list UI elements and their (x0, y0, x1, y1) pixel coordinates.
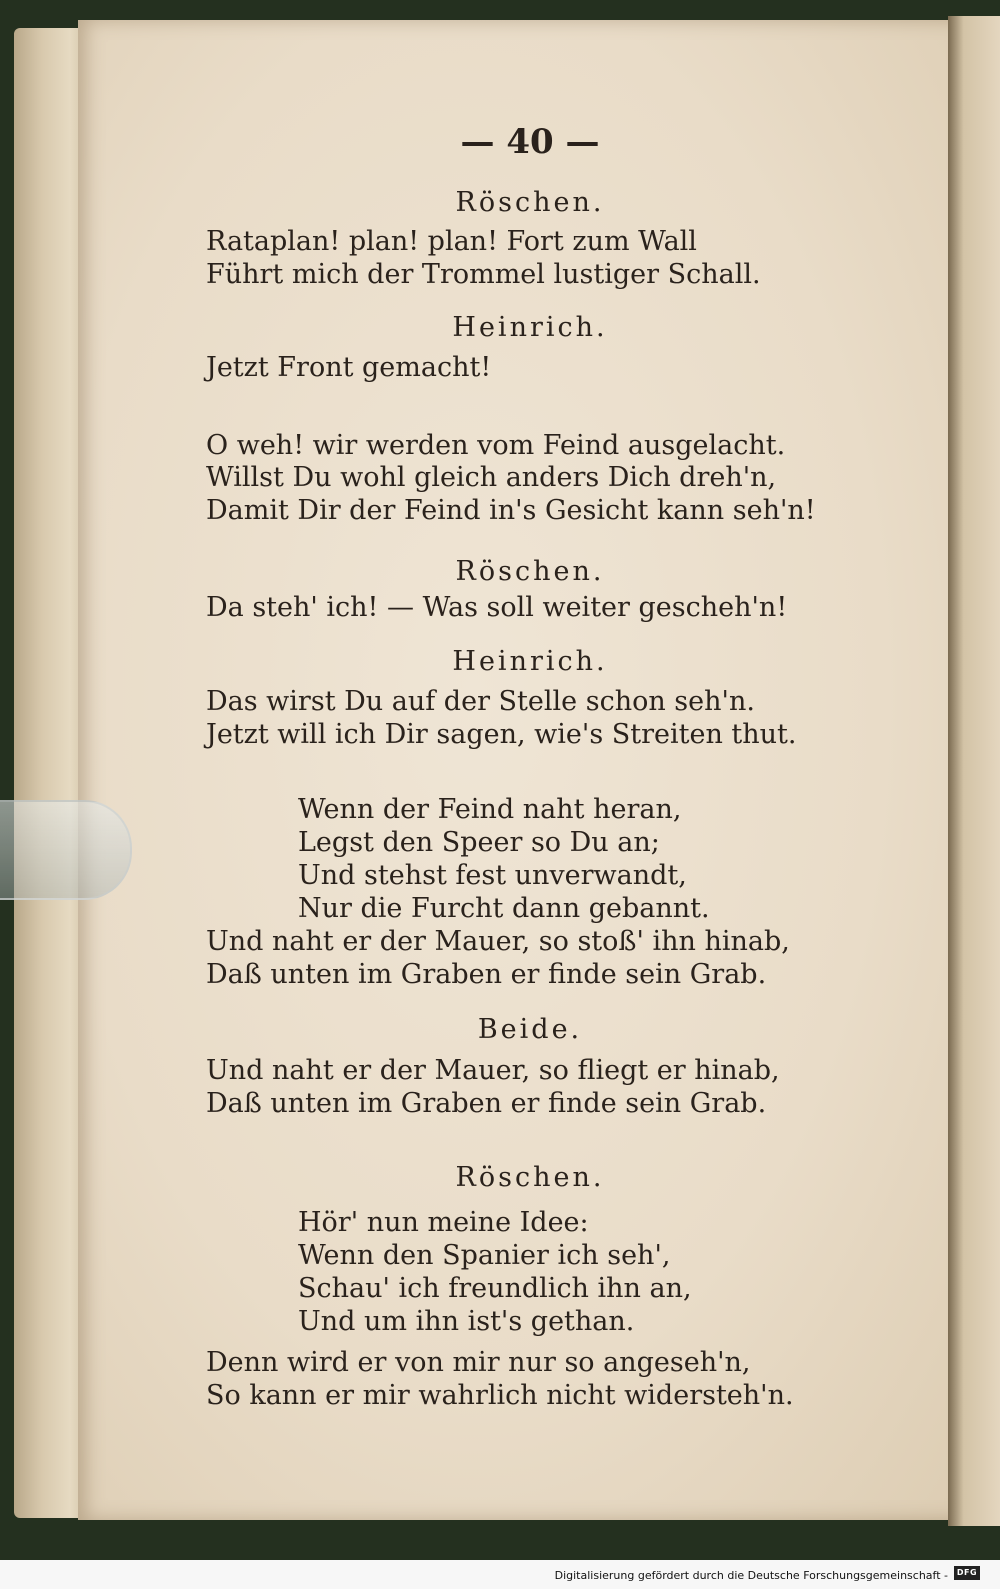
attribution-text: Digitalisierung gefördert durch die Deutsche Forschungsgemeinschaft - (554, 1569, 948, 1582)
verse-line: Willst Du wohl gleich anders Dich dreh'n, (206, 462, 777, 493)
verse-line: Rataplan! plan! plan! Fort zum Wall (206, 226, 697, 257)
verse-line: Und naht er der Mauer, so fliegt er hinab, (206, 1055, 780, 1086)
verse-line: Und naht er der Mauer, so stoß' ihn hinab, (206, 926, 790, 957)
verse-line: Da steh' ich! — Was soll weiter gescheh'n! (206, 592, 788, 623)
verse-line: So kann er mir wahrlich nicht widersteh'n. (206, 1380, 794, 1411)
verse-line: Und stehst fest unverwandt, (298, 860, 687, 891)
speaker-label: Heinrich. (452, 312, 608, 343)
attribution-bar (0, 1560, 1000, 1589)
verse-line: Schau' ich freundlich ihn an, (298, 1273, 692, 1304)
speaker-label: Heinrich. (452, 646, 608, 677)
verse-line: O weh! wir werden vom Feind ausgelacht. (206, 430, 786, 461)
verse-line: Jetzt will ich Dir sagen, wie's Streiten thut. (206, 719, 797, 750)
verse-line: Denn wird er von mir nur so angeseh'n, (206, 1347, 751, 1378)
verse-line: Hör' nun meine Idee: (298, 1207, 589, 1238)
speaker-label: Röschen. (455, 187, 605, 218)
verse-line: Führt mich der Trommel lustiger Schall. (206, 259, 761, 290)
verse-line: Wenn der Feind naht heran, (298, 794, 682, 825)
verse-line: Legst den Speer so Du an; (298, 827, 660, 858)
verse-line: Und um ihn ist's gethan. (298, 1306, 635, 1337)
verse-line: Das wirst Du auf der Stelle schon seh'n. (206, 686, 755, 717)
verse-line: Wenn den Spanier ich seh', (298, 1240, 671, 1271)
page-number: — 40 — (460, 122, 600, 162)
verse-line: Damit Dir der Feind in's Gesicht kann seh'n! (206, 495, 816, 526)
verse-line: Jetzt Front gemacht! (206, 352, 492, 383)
dfg-logo: DFG (954, 1566, 980, 1580)
speaker-label: Beide. (477, 1014, 583, 1045)
verse-line: Daß unten im Graben er finde sein Grab. (206, 959, 767, 990)
speaker-label: Röschen. (455, 1162, 605, 1193)
verse-line: Nur die Furcht dann gebannt. (298, 893, 710, 924)
speaker-label: Röschen. (455, 556, 605, 587)
verse-line: Daß unten im Graben er finde sein Grab. (206, 1088, 767, 1119)
